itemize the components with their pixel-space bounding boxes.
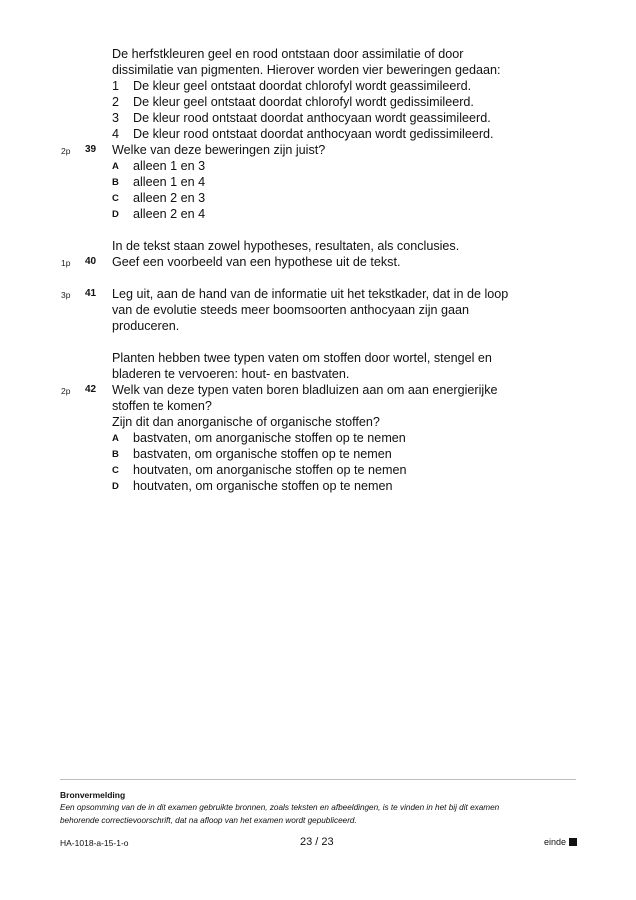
q40-number: 40 xyxy=(85,256,97,267)
option-letter: D xyxy=(112,209,119,220)
option-letter: B xyxy=(112,177,119,188)
option-letter: A xyxy=(112,433,119,444)
q41-line-2: van de evolutie steeds meer boomsoorten anthocyaan zijn gaan xyxy=(112,303,470,317)
statement-text: De kleur geel ontstaat doordat chlorofyl wordt geassimileerd. xyxy=(133,79,472,93)
option-letter: C xyxy=(112,193,119,204)
option-text: alleen 2 en 3 xyxy=(133,191,206,205)
option-text: houtvaten, om organische stoffen op te nemen xyxy=(133,479,393,493)
statement-number: 3 xyxy=(112,111,120,125)
intro-line-2: dissimilatie van pigmenten. Hierover worden vier beweringen gedaan: xyxy=(112,63,501,77)
option-text: alleen 1 en 4 xyxy=(133,175,206,189)
end-square-icon xyxy=(569,838,577,846)
q40-question: Geef een voorbeeld van een hypothese uit de tekst. xyxy=(112,255,401,269)
footer-divider xyxy=(60,779,576,780)
statement-number: 4 xyxy=(112,127,120,141)
q42-line-3: Zijn dit dan anorganische of organische stoffen? xyxy=(112,415,380,429)
statement-text: De kleur geel ontstaat doordat chlorofyl wordt gedissimileerd. xyxy=(133,95,474,109)
statement-text: De kleur rood ontstaat doordat anthocyaan wordt gedissimileerd. xyxy=(133,127,494,141)
bronvermelding-line-2: behorende correctievoorschrift, dat na afloop van het examen wordt gepubliceerd. xyxy=(60,816,357,825)
q42-points: 2p xyxy=(61,386,71,396)
exam-code: HA-1018-a-15-1-o xyxy=(60,838,129,848)
option-letter: D xyxy=(112,481,119,492)
option-text: bastvaten, om organische stoffen op te nemen xyxy=(133,447,392,461)
end-label: einde xyxy=(544,837,567,847)
q42-line-2: stoffen te komen? xyxy=(112,399,212,413)
q42-number: 42 xyxy=(85,384,97,395)
option-letter: B xyxy=(112,449,119,460)
statement-number: 1 xyxy=(112,79,120,93)
q41-line-1: Leg uit, aan de hand van de informatie uit het tekstkader, dat in de loop xyxy=(112,287,509,301)
statement-text: De kleur rood ontstaat doordat anthocyaan wordt geassimileerd. xyxy=(133,111,491,125)
q42-intro-line-2: bladeren te vervoeren: hout- en bastvaten. xyxy=(112,367,350,381)
bronvermelding-line-1: Een opsomming van de in dit examen gebruikte bronnen, zoals teksten en afbeeldingen, is te vinden in het bij dit examen xyxy=(60,803,500,812)
q40-intro: In de tekst staan zowel hypotheses, resultaten, als conclusies. xyxy=(112,239,460,253)
option-text: houtvaten, om anorganische stoffen op te nemen xyxy=(133,463,407,477)
end-marker xyxy=(544,837,577,847)
q39-question: Welke van deze beweringen zijn juist? xyxy=(112,143,326,157)
option-letter: A xyxy=(112,161,119,172)
q40-points: 1p xyxy=(61,258,71,268)
q41-points: 3p xyxy=(61,290,71,300)
q42-line-1: Welk van deze typen vaten boren bladluizen aan om aan energierijke xyxy=(112,383,498,397)
option-text: bastvaten, om anorganische stoffen op te nemen xyxy=(133,431,406,445)
q42-intro-line-1: Planten hebben twee typen vaten om stoffen door wortel, stengel en xyxy=(112,351,492,365)
q39-number: 39 xyxy=(85,144,97,155)
bronvermelding-title: Bronvermelding xyxy=(60,790,126,800)
q41-number: 41 xyxy=(85,288,97,299)
q39-points: 2p xyxy=(61,146,71,156)
option-text: alleen 2 en 4 xyxy=(133,207,206,221)
option-text: alleen 1 en 3 xyxy=(133,159,206,173)
q41-line-3: produceren. xyxy=(112,319,180,333)
intro-line-1: De herfstkleuren geel en rood ontstaan door assimilatie of door xyxy=(112,47,464,61)
page-number: 23 / 23 xyxy=(300,836,334,848)
option-letter: C xyxy=(112,465,119,476)
statement-number: 2 xyxy=(112,95,120,109)
